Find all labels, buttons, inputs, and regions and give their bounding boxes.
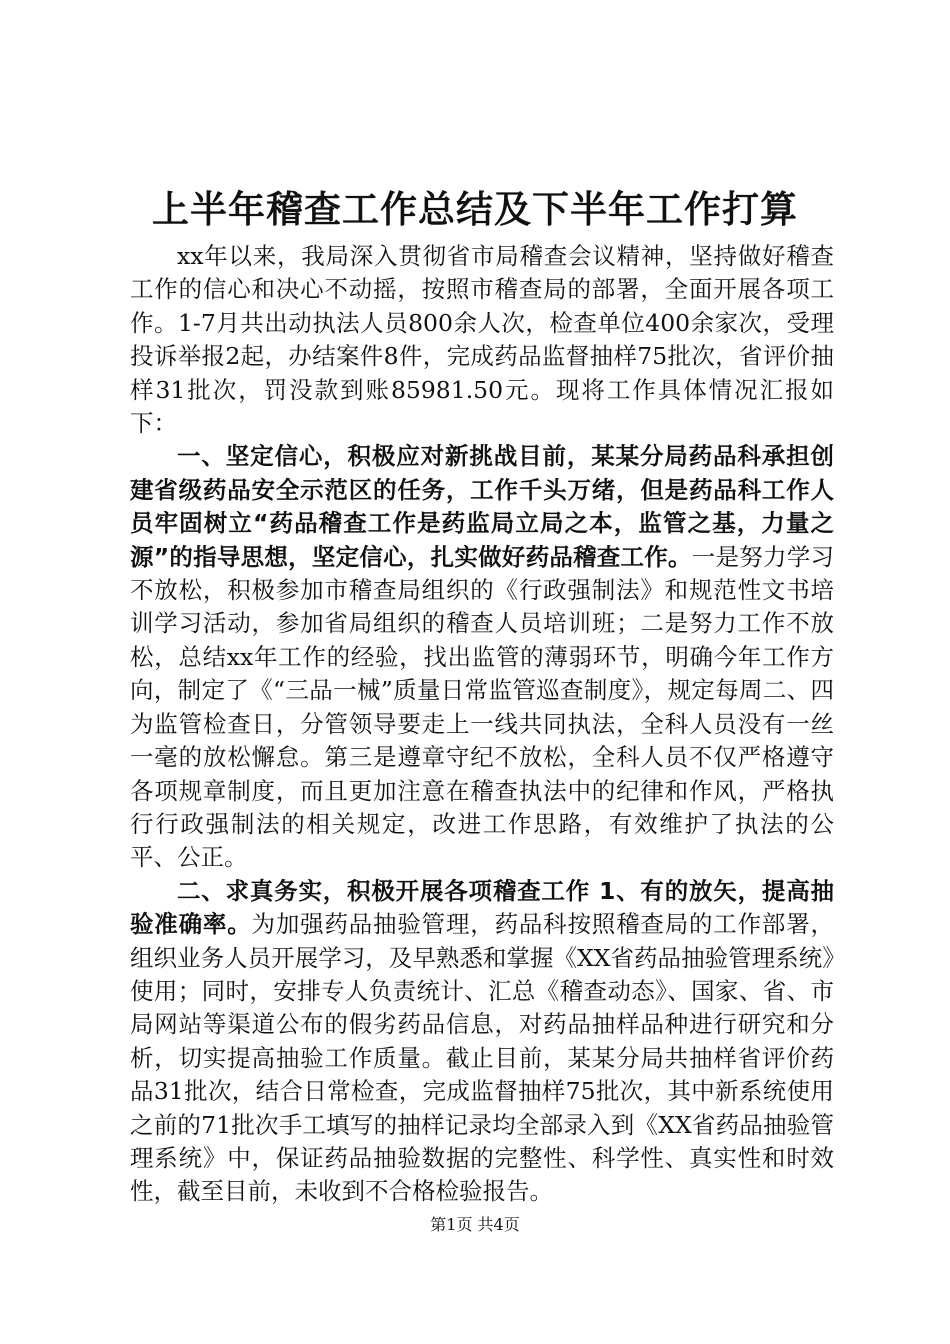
paragraph-section-1 — [130, 440, 834, 874]
paragraph-text: 一是努力学习不放松，积极参加市稽查局组织的《行政强制法》和规范性文书培训学习活动，参加省局组织的稽查人员培训班；二是努力工作不放松，总结xx年工作的经验，找出监管的薄弱环节，明确今年工作方向，制定了《“三品一械”质量日常监管巡查制度》，规定每周二、四为监管检查日，分管领导要走上一线共同执法，全科人员没有一丝一毫的放松懈怠。第三是遵章守纪不放松，全科人员不仅严格遵守各项规章制度，而且更加注意在稽查执法中的纪律和作风，严格执行行政强制法的相关规定，改进工作思路，有效维护了执法的公平、公正。 — [130, 542, 834, 872]
paragraph-text: 为加强药品抽验管理，药品科按照稽查局的工作部署，组织业务人员开展学习，及早熟悉和掌握《XX省药品抽验管理系统》使用；同时，安排专人负责统计、汇总《稽查动态》、国家、省、市局网站等渠道公布的假劣药品信息，对药品抽样品种进行研究和分析，切实提高抽验工作质量。截止目前，某某分局共抽样省评价药品31批次，结合日常检查，完成监督抽样75批次，其中新系统使用之前的71批次手工填写的抽样记录均全部录入到《XX省药品抽验管理系统》中，保证药品抽验数据的完整性、科学性、真实性和时效性，截至目前，未收到不合格检验报告。 — [130, 910, 835, 1206]
page-number-footer: 第1页 共4页 — [430, 1215, 520, 1234]
paragraph-section-2 — [130, 875, 834, 1209]
document-body — [130, 240, 834, 1209]
section-heading-2: 二、求真务实，积极开展各项稽查工作 1、有的放矢，提高抽验准确率。 — [130, 876, 834, 939]
paragraph-intro — [130, 240, 834, 440]
paragraph-text: xx年以来，我局深入贯彻省市局稽查会议精神，坚持做好稽查工作的信心和决心不动摇，按照市稽查局的部署，全面开展各项工作。1-7月共出动执法人员800余人次，检查单位400余家次，受理投诉举报2起，办结案件8件，完成药品监督抽样75批次，省评价抽样31批次，罚没款到账85981.50元。现将工作具体情况汇报如下： — [130, 242, 834, 438]
section-heading-1: 一、坚定信心，积极应对新挑战目前，某某分局药品科承担创建省级药品安全示范区的任务，工作千头万绪，但是药品科工作人员牢固树立“药品稽查工作是药监局立局之本，监管之基，力量之源”的指导思想，坚定信心，扎实做好药品稽查工作。 — [130, 442, 834, 571]
document-title: 上半年稽查工作总结及下半年工作打算 — [152, 188, 798, 231]
